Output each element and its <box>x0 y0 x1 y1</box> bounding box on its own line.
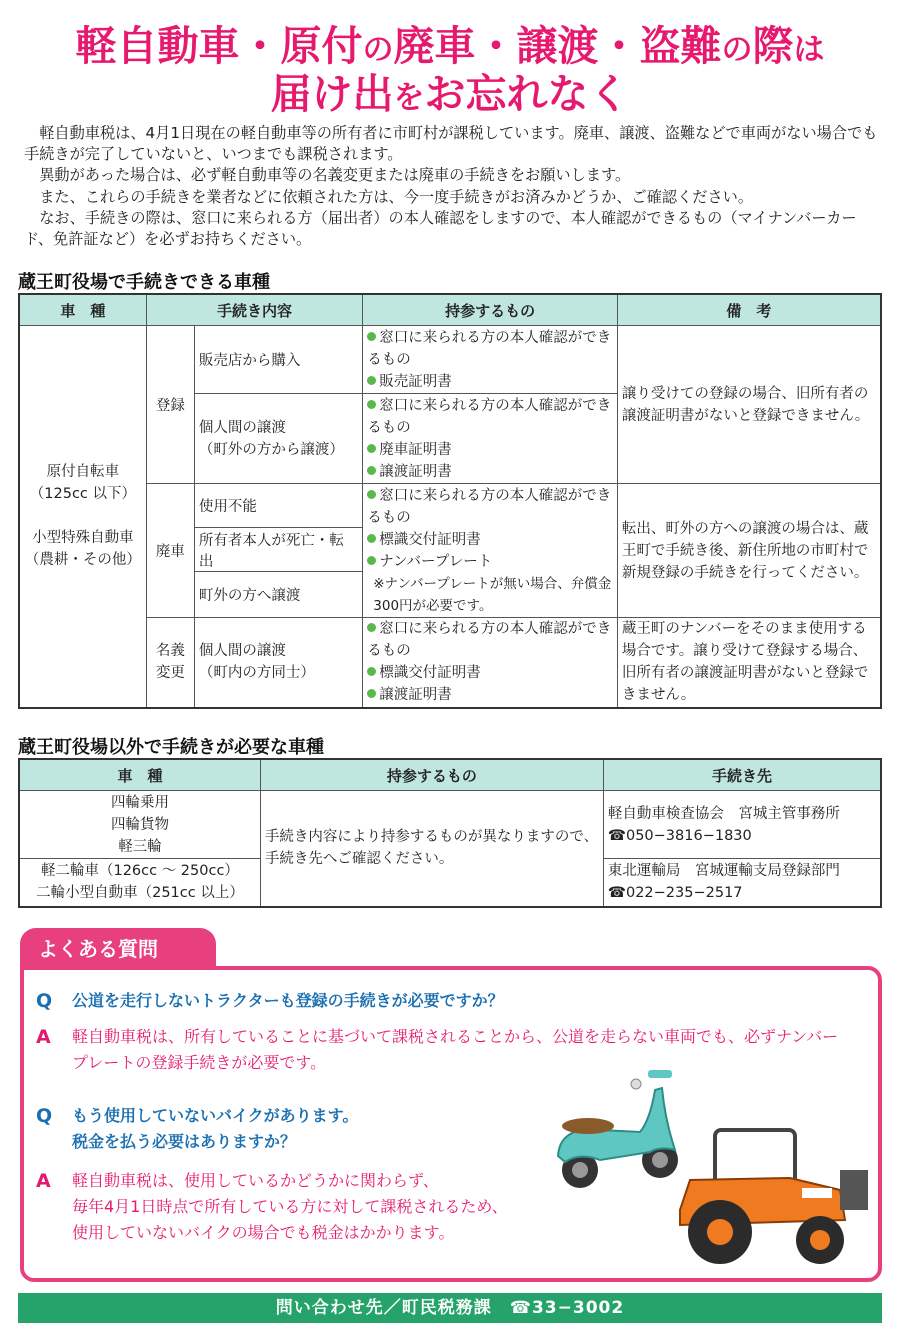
intro-paragraph: 異動があった場合は、必ず軽自動車等の名義変更または廃車の手続きをお願いします。 <box>39 166 631 185</box>
intro-paragraph: 軽自動車税は、4月1日現在の軽自動車等の所有者に市町村が課税しています。廃車、譲渡、盗難などで車両がない場合でも手続きが完了していないと、いつまでも課税されます。 <box>24 124 878 164</box>
col-header: 備 考 <box>617 294 881 326</box>
group-register: 登録 <box>146 326 194 484</box>
col-header: 手続き先 <box>603 759 881 791</box>
list-item: 譲渡証明書 <box>367 461 613 483</box>
title-segment: は <box>793 32 825 68</box>
table-header-row <box>19 294 881 326</box>
title-segment: 軽自動車・原付 <box>75 22 363 70</box>
list-item: 廃車証明書 <box>367 439 613 461</box>
list-item: 標識交付証明書 <box>367 529 613 551</box>
page-title-line1 <box>0 22 900 70</box>
list-item: ナンバープレート <box>367 551 613 573</box>
items-cell <box>363 618 618 708</box>
table-header-row <box>19 759 881 791</box>
title-segment: お忘れなく <box>424 70 630 118</box>
title-segment: 際 <box>752 22 794 70</box>
col-header: 持参するもの <box>260 759 603 791</box>
list-item: 販売証明書 <box>367 371 613 393</box>
items-cell <box>363 394 618 484</box>
tractor-icon <box>680 1130 868 1264</box>
q-mark: Q <box>36 1105 53 1127</box>
vehicle-name: 原付自転車 <box>46 464 120 481</box>
list-item: 窓口に来られる方の本人確認ができるもの <box>367 397 612 436</box>
title-segment: の <box>362 32 394 68</box>
scooter-tractor-illustration <box>540 1060 880 1270</box>
faq-question: Q 公道を走行しないトラクターも登録の手続きが必要ですか？ <box>36 990 504 1012</box>
office-phone: ☎050−3816−1830 <box>607 827 752 844</box>
faq-answer: A 軽自動車税は、所有していることに基づいて課税されることから、公道を走らない車両でも、必ずナンバープレートの登録手続きが必要です。 <box>36 1026 839 1072</box>
vehicle-spec: （125cc 以下） <box>29 486 136 503</box>
table-row <box>19 484 881 528</box>
table-row <box>19 618 881 708</box>
vehicle-cell: 四輪乗用 四輪貨物 軽三輪 <box>19 791 260 859</box>
other-office-table <box>18 758 882 908</box>
items-cell <box>363 484 618 618</box>
office-cell <box>603 859 881 907</box>
intro-text <box>24 123 884 250</box>
remark-cell: 蔵王町のナンバーをそのまま使用する場合です。譲り受けて登録する場合、旧所有者の譲渡証明書がないと登録できません。 <box>617 618 881 708</box>
intro-paragraph: また、これらの手続きを業者などに依頼された方は、今一度手続きがお済みかどうか、ご確認ください。 <box>39 187 753 206</box>
remark-cell: 転出、町外の方への譲渡の場合は、蔵王町で手続き後、新住所地の市町村で新規登録の手続きを行ってください。 <box>617 484 881 618</box>
title-segment: を <box>393 80 425 116</box>
office-cell <box>603 791 881 859</box>
office-name: 東北運輸局 宮城運輸支局登録部門 <box>607 863 840 880</box>
table-row <box>19 326 881 394</box>
faq-answer: A 軽自動車税は、使用しているかどうかに関わらず、 毎年4月1日時点で所有している方に対して課税されるため、 使用していないバイクの場合でも税金はかかります。 <box>36 1170 508 1242</box>
col-header: 手続き内容 <box>146 294 363 326</box>
items-cell <box>363 326 618 394</box>
items-cell: 手続き内容により持参するものが異なりますので、手続き先へご確認ください。 <box>260 791 603 907</box>
section1-heading: 蔵王町役場で手続きできる車種 <box>18 272 270 293</box>
content-cell: 町外の方へ譲渡 <box>194 572 362 618</box>
title-segment: 廃車・譲渡・盗難 <box>393 22 722 70</box>
faq-question: Q もう使用していないバイクがあります。 税金を払う必要はありますか？ <box>36 1105 359 1151</box>
content-cell: 個人間の譲渡 （町内の方同士） <box>194 618 362 708</box>
content-cell: 販売店から購入 <box>194 326 362 394</box>
section2-heading: 蔵王町役場以外で手続きが必要な車種 <box>18 737 324 758</box>
contact-footer: 問い合わせ先／町民税務課 ☎33−3002 <box>18 1293 882 1323</box>
col-header: 持参するもの <box>363 294 618 326</box>
remark-cell: 譲り受けての登録の場合、旧所有者の譲渡証明書がないと登録できません。 <box>617 326 881 484</box>
list-item: 標識交付証明書 <box>367 662 613 684</box>
title-segment: の <box>721 32 753 68</box>
col-header: 車 種 <box>19 759 260 791</box>
list-item: 窓口に来られる方の本人確認ができるもの <box>367 329 612 368</box>
office-name: 軽自動車検査協会 宮城主管事務所 <box>607 805 840 822</box>
vehicle-cell: 軽二輪車（126cc ～ 250cc） 二輪小型自動車（251cc 以上） <box>19 859 260 907</box>
table-row <box>19 791 881 859</box>
content-cell: 所有者本人が死亡・転出 <box>194 528 362 572</box>
town-office-table <box>18 293 882 709</box>
col-header: 車 種 <box>19 294 146 326</box>
list-item: 譲渡証明書 <box>367 684 613 706</box>
group-rename: 名義 変更 <box>146 618 194 708</box>
office-phone: ☎022−235−2517 <box>607 885 743 902</box>
spacer <box>24 505 142 527</box>
vehicle-spec: （農耕・その他） <box>24 552 141 569</box>
note-text: ※ナンバープレートが無い場合、弁償金300円が必要です。 <box>373 575 612 614</box>
title-segment: 届け出 <box>270 70 394 118</box>
scooter-icon <box>558 1070 678 1188</box>
faq-tab: よくある質問 <box>20 928 216 970</box>
intro-paragraph: なお、手続きの際は、窓口に来られる方（届出者）の本人確認をしますので、本人確認ができるもの（マイナンバーカード、免許証など）を必ずお持ちください。 <box>24 208 857 249</box>
a-mark: A <box>36 1170 51 1192</box>
content-cell: 使用不能 <box>194 484 362 528</box>
a-mark: A <box>36 1026 51 1048</box>
list-item: 窓口に来られる方の本人確認ができるもの <box>367 621 612 660</box>
vehicle-cell <box>19 326 146 708</box>
page-title-line2 <box>0 70 900 118</box>
q-mark: Q <box>36 990 53 1012</box>
content-cell: 個人間の譲渡 （町外の方から譲渡） <box>194 394 362 484</box>
list-item: 窓口に来られる方の本人確認ができるもの <box>367 487 612 526</box>
vehicle-name: 小型特殊自動車 <box>32 530 134 547</box>
group-scrap: 廃車 <box>146 484 194 618</box>
